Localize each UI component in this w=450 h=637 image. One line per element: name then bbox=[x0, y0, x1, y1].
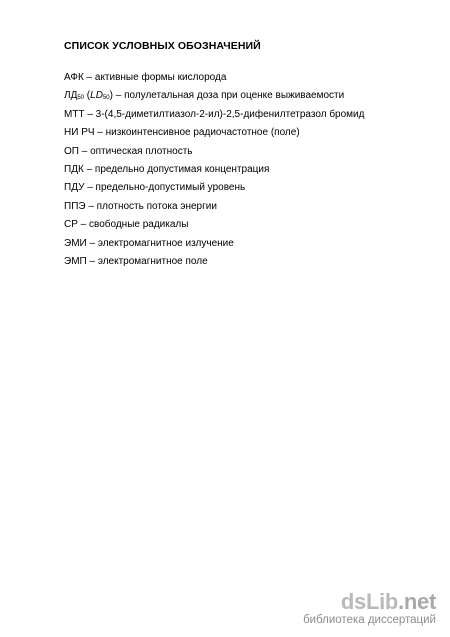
abbreviation-item bbox=[64, 235, 364, 253]
abbreviation-text: ПДУ – предельно-допустимый уровень bbox=[64, 182, 246, 194]
abbreviation-item bbox=[64, 216, 364, 234]
abbreviation-text: АФК – активные формы кислорода bbox=[64, 72, 227, 83]
abbreviation-text: ПДК – предельно допустимая концентрация bbox=[64, 163, 270, 175]
ld-latin: LD bbox=[90, 90, 103, 102]
abbreviation-item bbox=[64, 87, 364, 105]
ld-open-paren: ( bbox=[84, 90, 91, 102]
logo-main-text: dsLib bbox=[340, 589, 399, 614]
abbreviation-list bbox=[64, 69, 364, 271]
ld-close-paren: ) bbox=[109, 90, 113, 102]
abbreviation-text: ППЭ – плотность потока энергии bbox=[64, 200, 217, 212]
abbreviation-item bbox=[64, 179, 364, 197]
dslib-watermark bbox=[303, 591, 436, 627]
abbreviation-text: МТТ – 3-(4,5-диметилтиазол-2-ил)-2,5-дифенилтетразол бромид bbox=[64, 108, 365, 120]
page-title: СПИСОК УСЛОВНЫХ ОБОЗНАЧЕНИЙ bbox=[64, 40, 261, 52]
ld-definition: – полулетальная доза при оценке выживаемости bbox=[112, 90, 345, 102]
ld-prefix: ЛД bbox=[64, 90, 78, 102]
logo-tld-text: .net bbox=[398, 589, 436, 614]
ld-subscript: 50 bbox=[77, 95, 85, 102]
abbreviation-item bbox=[64, 69, 364, 87]
abbreviation-item bbox=[64, 143, 364, 161]
abbreviation-item bbox=[64, 106, 364, 124]
abbreviation-text: ОП – оптическая плотность bbox=[64, 145, 193, 157]
abbreviation-text: СР – свободные радикалы bbox=[64, 219, 189, 231]
abbreviation-text: ЭМП – электромагнитное поле bbox=[64, 255, 208, 267]
abbreviation-item bbox=[64, 253, 364, 271]
abbreviation-item bbox=[64, 198, 364, 216]
abbreviation-item bbox=[64, 124, 364, 142]
dslib-logo bbox=[303, 591, 436, 613]
watermark-caption: библиотека диссертаций bbox=[303, 614, 436, 626]
abbreviation-text: НИ РЧ – низкоинтенсивное радиочастотное (поле) bbox=[64, 127, 300, 139]
abbreviation-item bbox=[64, 161, 364, 179]
ld-latin-subscript: 50 bbox=[102, 95, 110, 102]
abbreviation-text: ЭМИ – электромагнитное излучение bbox=[64, 237, 234, 249]
